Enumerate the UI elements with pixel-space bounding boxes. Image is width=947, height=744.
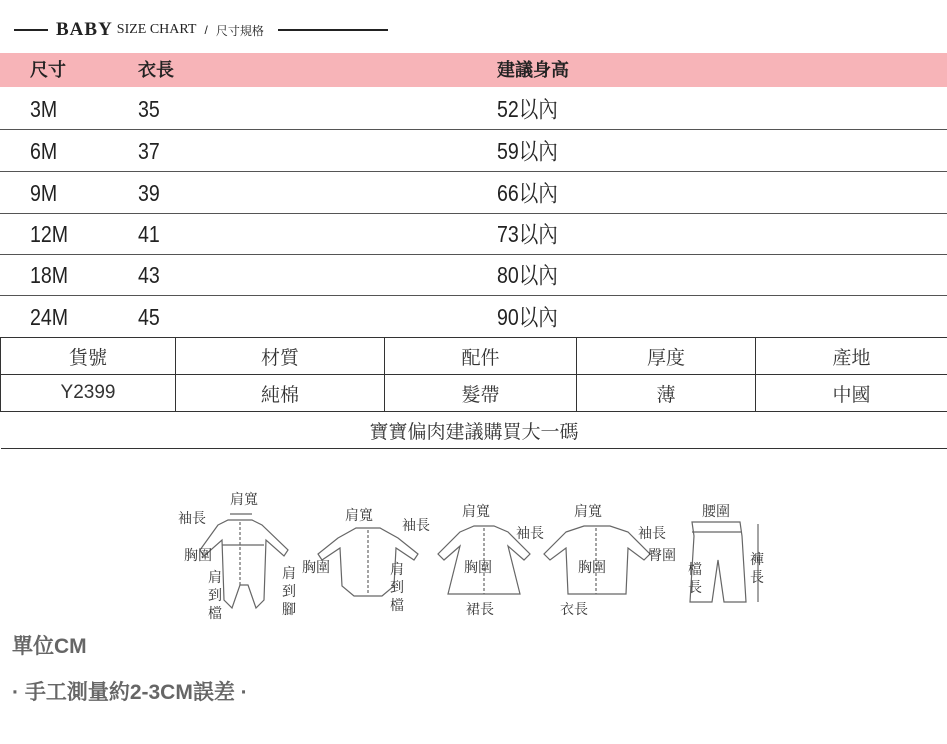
info-header-thickness: 厚度 — [577, 338, 756, 375]
romper-shoulder-label: 肩寬 — [230, 492, 258, 508]
pants-length-char: 褲 — [750, 552, 764, 568]
bodysuit-label-char: 到 — [390, 580, 404, 596]
row-size: 9M — [30, 180, 58, 206]
info-header-material: 材質 — [176, 338, 385, 375]
product-info-table — [0, 337, 947, 449]
size-advice-note: 寶寶偏肉建議購買大一碼 — [1, 412, 947, 449]
dress-sleeve-label: 袖長 — [516, 526, 544, 542]
col-size: 尺寸 — [30, 60, 66, 80]
header-separator: / — [204, 23, 208, 37]
row-size: 12M — [30, 221, 69, 247]
info-header-accessory: 配件 — [385, 338, 577, 375]
romper-label-char: 肩 — [208, 570, 222, 586]
info-value-origin: 中國 — [756, 375, 947, 412]
bodysuit-sleeve-label: 袖長 — [402, 518, 430, 534]
col-length: 衣長 — [138, 60, 174, 80]
size-table-header — [0, 53, 947, 87]
info-header-origin: 產地 — [756, 338, 947, 375]
romper-label-char: 檔 — [208, 606, 222, 622]
row-height: 52以內 — [497, 96, 558, 122]
bodysuit-label-char: 檔 — [390, 598, 404, 614]
chart-header — [14, 18, 388, 42]
dress-length-label: 裙長 — [466, 602, 494, 618]
info-value-material: 純棉 — [176, 375, 385, 412]
header-left-rule — [14, 29, 48, 31]
bodysuit-label-char: 肩 — [390, 562, 404, 578]
table-row — [0, 88, 947, 130]
top-length-label: 衣長 — [560, 602, 588, 618]
romper-label-char: 到 — [208, 588, 222, 604]
top-chest-label: 胸圍 — [578, 560, 606, 576]
pants-waist-label: 腰圍 — [702, 504, 730, 520]
info-header-sku: 貨號 — [1, 338, 176, 375]
info-value-accessory: 髮帶 — [385, 375, 577, 412]
romper-label-char: 肩 — [282, 566, 296, 582]
romper-label-char: 腳 — [282, 602, 296, 618]
table-row — [0, 254, 947, 296]
info-value-sku: Y2399 — [1, 375, 176, 412]
row-length: 45 — [138, 304, 160, 330]
row-length: 35 — [138, 96, 160, 122]
pants-length-char: 長 — [750, 570, 764, 586]
table-row — [0, 213, 947, 255]
dress-shoulder-label: 肩寬 — [462, 504, 490, 520]
row-height: 80以內 — [497, 262, 558, 288]
row-height: 59以內 — [497, 138, 558, 164]
header-chinese: 尺寸規格 — [215, 23, 264, 38]
bodysuit-shoulder-label: 肩寬 — [345, 508, 373, 524]
header-subtitle: SIZE CHART — [116, 22, 197, 37]
brand-title: BABY — [56, 19, 113, 40]
row-size: 3M — [30, 96, 58, 122]
row-size: 6M — [30, 138, 58, 164]
table-row — [0, 172, 947, 214]
row-length: 37 — [138, 138, 160, 164]
table-row — [0, 130, 947, 172]
pants-hip-label: 臀圍 — [648, 548, 676, 564]
top-shoulder-label: 肩寬 — [574, 504, 602, 520]
row-height: 73以內 — [497, 221, 558, 247]
measurement-diagram — [160, 490, 780, 630]
romper-sleeve-label: 袖長 — [178, 511, 206, 527]
romper-label-char: 到 — [282, 584, 296, 600]
row-size: 18M — [30, 262, 69, 288]
row-length: 39 — [138, 180, 160, 206]
row-height: 66以內 — [497, 180, 558, 206]
header-right-rule — [278, 29, 388, 31]
row-length: 43 — [138, 262, 160, 288]
pants-rise-char: 長 — [688, 580, 702, 596]
row-length: 41 — [138, 221, 160, 247]
romper-chest-label: 胸圍 — [184, 548, 212, 564]
row-height: 90以內 — [497, 304, 558, 330]
table-row — [0, 296, 947, 338]
row-size: 24M — [30, 304, 69, 330]
pants-rise-char: 檔 — [688, 562, 702, 578]
info-value-thickness: 薄 — [577, 375, 756, 412]
top-sleeve-label: 袖長 — [638, 526, 666, 542]
dress-chest-label: 胸圍 — [464, 560, 492, 576]
unit-label: 單位CM — [12, 635, 87, 658]
measurement-note: · 手工測量約2-3CM誤差 · — [12, 681, 248, 704]
bodysuit-chest-label: 胸圍 — [302, 560, 330, 576]
col-height: 建議身高 — [497, 60, 569, 80]
